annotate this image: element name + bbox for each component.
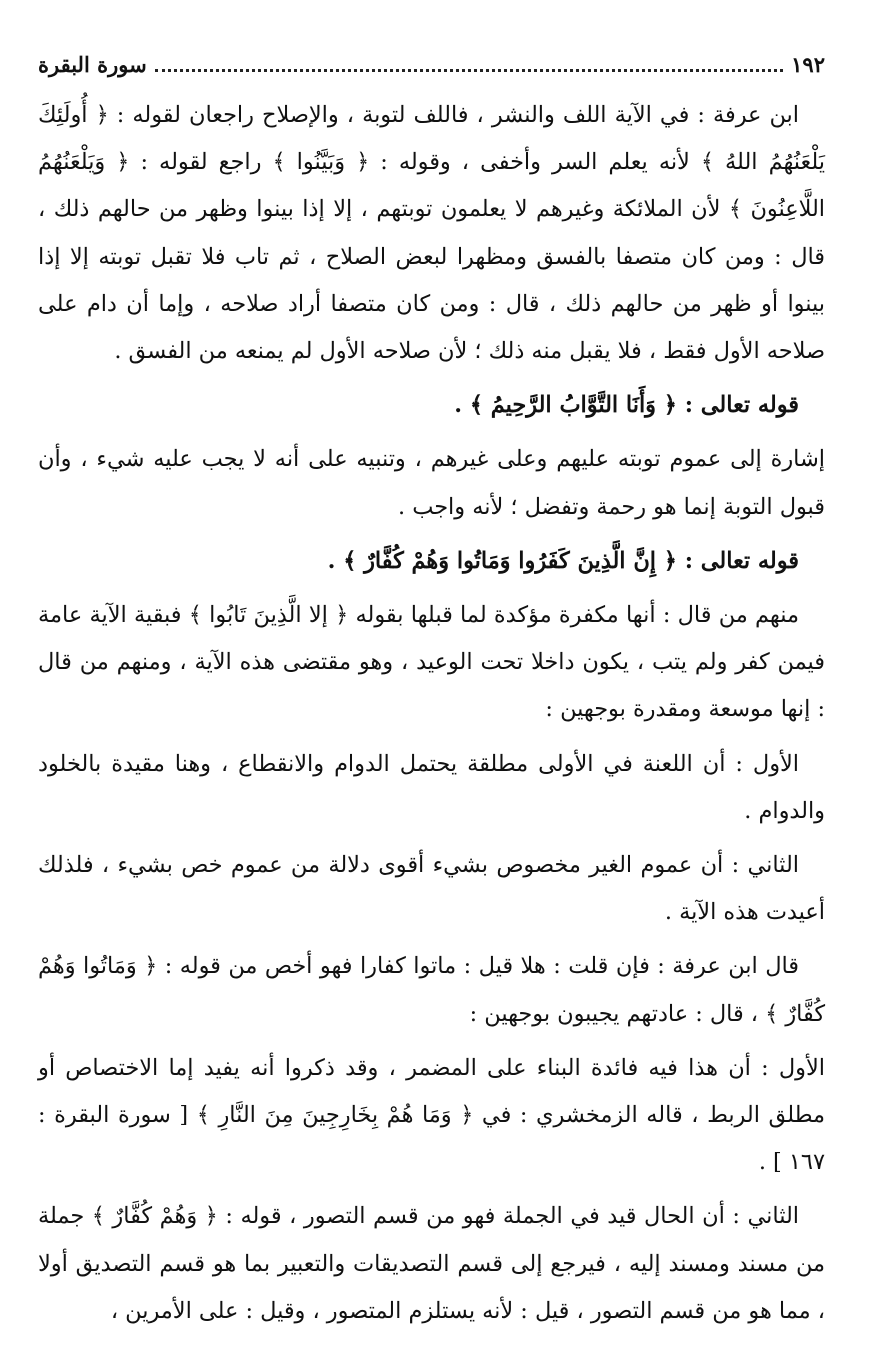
paragraph-ibn-arafa-question: قال ابن عرفة : فإن قلت : هلا قيل : ماتوا كفارا فهو أخص من قوله : ﴿ وَمَاتُوا وَهُمْ كُفَّارٌ ﴾ ، قال : عادتهم يجيبون بوجهين : xyxy=(38,953,825,1027)
paragraph-ibn-arafa-laff-nashr: ابن عرفة : في الآية اللف والنشر ، فاللف لتوبة ، والإصلاح راجعان لقوله : ﴿ أُولَئِكَ يَلْعَنُهُمُ اللهُ ﴾ لأنه يعلم السر وأخفى ، وقوله : ﴿ وَبَيَّنُوا ﴾ راجع لقوله : ﴿ وَيَلْعَنُهُمُ اللَّاعِنُونَ ﴾ لأن الملائكة وغيرهم لا يعلمون توبتهم ، إلا إذا بينوا وظهر من حالهم ذلك ، قال : ومن كان متصفا بالفسق ومظهرا لبعض الصلاح ، ثم تاب فلا تقبل توبته إلا إذا بينوا أو ظهر من حالهم ذلك ، قال : ومن كان متصفا أراد صلاحه ، وإما أن دام على صلاحه الأول فقط ، فلا يقبل منه ذلك ؛ لأن صلاحه الأول لم يمنعه من الفسق . xyxy=(38,102,825,365)
header-dotted-leader xyxy=(155,57,783,72)
page-number: ١٩٢ xyxy=(791,52,825,77)
running-header xyxy=(38,52,825,84)
paragraph-first-answer: الأول : أن هذا فيه فائدة البناء على المضمر ، وقد ذكروا أنه يفيد إما الاختصاص أو مطلق الربط ، قاله الزمخشري : في ﴿ وَمَا هُمْ بِخَارِجِينَ مِنَ النَّارِ ﴾ [ سورة البقرة : ١٦٧ ] . xyxy=(38,1054,825,1176)
verse-heading-kafaru: قوله تعالى : ﴿ إِنَّ الَّذِينَ كَفَرُوا وَمَاتُوا وَهُمْ كُفَّارٌ ﴾ . xyxy=(327,547,799,574)
surah-title: سورة البقرة xyxy=(38,52,147,77)
page-body xyxy=(38,92,825,1335)
paragraph-second-answer: الثاني : أن الحال قيد في الجملة فهو من قسم التصور ، قوله : ﴿ وَهُمْ كُفَّارٌ ﴾ جملة من مسند ومسند إليه ، فيرجع إلى قسم التصديقات والتعبير بما هو قسم التصديق أولا ، مما هو من قسم التصور ، قيل : لأنه يستلزم المتصور ، وقيل : على الأمرين ، xyxy=(38,1203,825,1324)
verse-heading-tawwab: قوله تعالى : ﴿ وَأَنَا التَّوَّابُ الرَّحِيمُ ﴾ . xyxy=(454,392,799,419)
paragraph-two-views: منهم من قال : أنها مكفرة مؤكدة لما قبلها بقوله ﴿ إلا الَّذِينَ تَابُوا ﴾ فبقية الآية عامة فيمن كفر ولم يتب ، يكون داخلا تحت الوعيد ، وهو مقتضى هذه الآية ، ومنهم من قال : إنها موسعة ومقدرة بوجهين : xyxy=(38,602,825,723)
paragraph-tawba-mercy: إشارة إلى عموم توبته عليهم وعلى غيرهم ، وتنبيه على أنه لا يجب عليه شيء ، وأن قبول التوبة إنما هو رحمة وتفضل ؛ لأنه واجب . xyxy=(38,446,825,520)
paragraph-second-view: الثاني : أن عموم الغير مخصوص بشيء أقوى دلالة من عموم خص بشيء ، فلذلك أعيدت هذه الآية . xyxy=(38,852,825,926)
paragraph-first-view: الأول : أن اللعنة في الأولى مطلقة يحتمل الدوام والانقطاع ، وهنا مقيدة بالخلود والدوام . xyxy=(38,750,825,824)
